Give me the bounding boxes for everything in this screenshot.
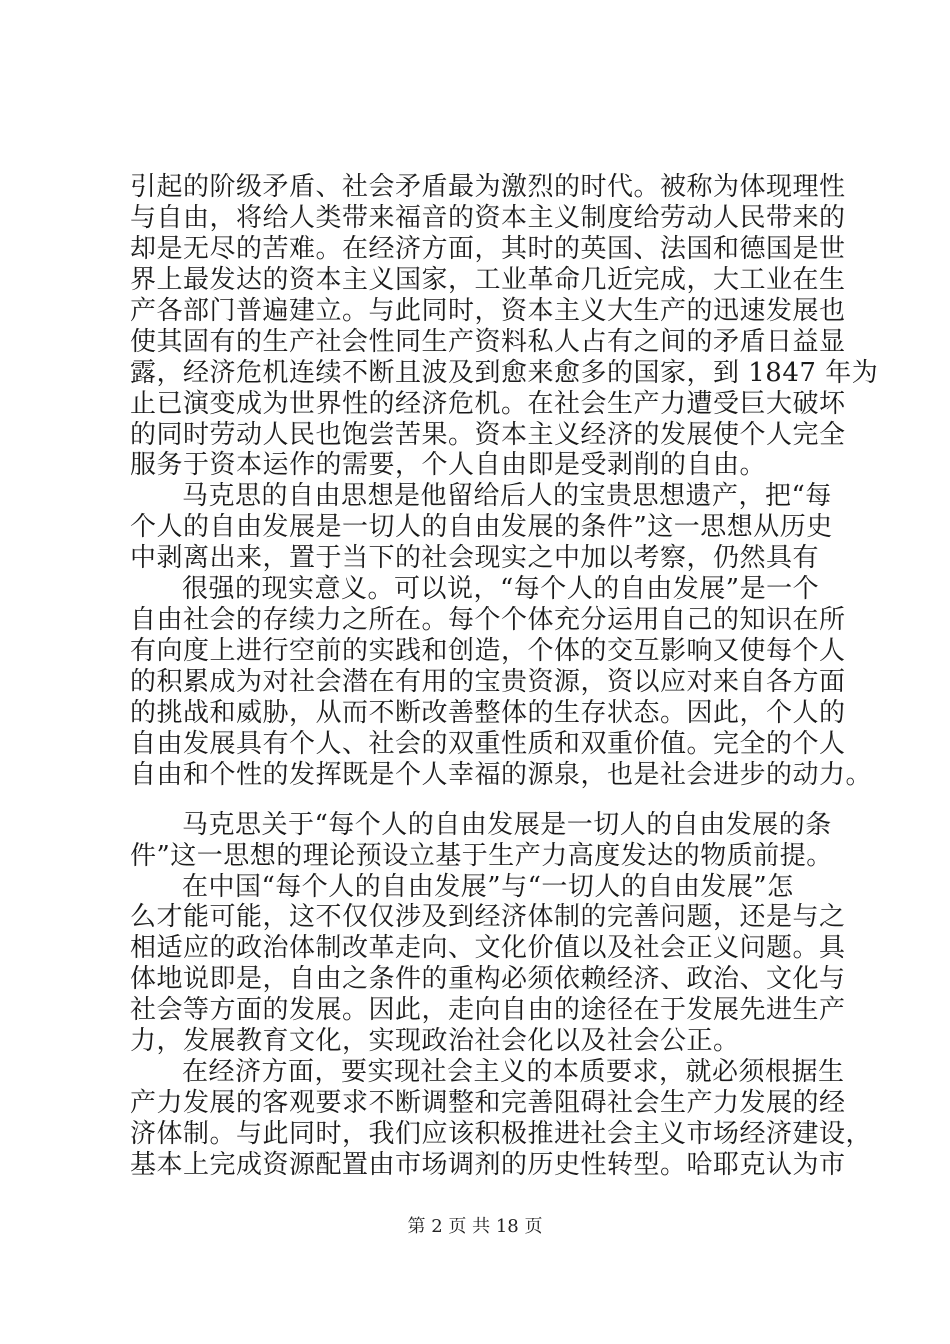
text-line: 中剥离出来，置于当下的社会现实之中加以考察，仍然具有	[130, 543, 820, 573]
text-line: 有向度上进行空前的实践和创造，个体的交互影响又使每个人	[130, 636, 846, 666]
text-line: 自由发展具有个人、社会的双重性质和双重价值。完全的个人	[130, 729, 846, 759]
text-line: 么才能可能，这不仅仅涉及到经济体制的完善问题，还是与之	[130, 902, 846, 932]
text-line: 引起的阶级矛盾、社会矛盾最为激烈的时代。被称为体现理性	[130, 172, 846, 202]
text-line: 相适应的政治体制改革走向、文化价值以及社会正义问题。具	[130, 933, 846, 963]
text-line: 产力发展的客观要求不断调整和完善阻碍社会生产力发展的经	[130, 1088, 846, 1118]
text-line: 社会等方面的发展。因此，走向自由的途径在于发展先进生产	[130, 995, 846, 1025]
text-line: 服务于资本运作的需要，个人自由即是受剥削的自由。	[130, 450, 767, 480]
text-line: 济体制。与此同时，我们应该积极推进社会主义市场经济建设，	[130, 1119, 873, 1149]
text-line: 与自由，将给人类带来福音的资本主义制度给劳动人民带来的	[130, 203, 846, 233]
text-line: 件”这一思想的理论预设立基于生产力高度发达的物质前提。	[130, 841, 833, 871]
text-line: 却是无尽的苦难。在经济方面，其时的英国、法国和德国是世	[130, 234, 846, 264]
text-line: 自由社会的存续力之所在。每个个体充分运用自己的知识在所	[130, 605, 846, 635]
text-line: 界上最发达的资本主义国家，工业革命几近完成，大工业在生	[130, 265, 846, 295]
text-line: 的挑战和威胁，从而不断改善整体的生存状态。因此，个人的	[130, 698, 846, 728]
text-line: 很强的现实意义。可以说，“每个人的自由发展”是一个	[182, 574, 820, 604]
text-line: 马克思关于“每个人的自由发展是一切人的自由发展的条	[182, 810, 832, 840]
text-line: 自由和个性的发挥既是个人幸福的源泉，也是社会进步的动力。	[130, 760, 873, 790]
text-line: 马克思的自由思想是他留给后人的宝贵思想遗产，把“每	[182, 481, 832, 511]
text-line: 露，经济危机连续不断且波及到愈来愈多的国家，到 1847 年为	[130, 358, 879, 388]
page-number-footer: 第 2 页 共 18 页	[407, 1216, 543, 1237]
text-line: 在经济方面，要实现社会主义的本质要求，就必须根据生	[182, 1057, 845, 1087]
text-line: 产各部门普遍建立。与此同时，资本主义大生产的迅速发展也	[130, 296, 846, 326]
text-line: 体地说即是，自由之条件的重构必须依赖经济、政治、文化与	[130, 964, 846, 994]
text-line: 的积累成为对社会潜在有用的宝贵资源，资以应对来自各方面	[130, 667, 846, 697]
text-line: 基本上完成资源配置由市场调剂的历史性转型。哈耶克认为市	[130, 1150, 846, 1180]
text-line: 使其固有的生产社会性同生产资料私人占有之间的矛盾日益显	[130, 327, 846, 357]
text-line: 力，发展教育文化，实现政治社会化以及社会公正。	[130, 1026, 740, 1056]
text-line: 的同时劳动人民也饱尝苦果。资本主义经济的发展使个人完全	[130, 420, 846, 450]
text-line: 在中国“每个人的自由发展”与“一切人的自由发展”怎	[182, 872, 794, 902]
text-line: 个人的自由发展是一切人的自由发展的条件”这一思想从历史	[130, 512, 833, 542]
text-line: 止已演变成为世界性的经济危机。在社会生产力遭受巨大破坏	[130, 389, 846, 419]
